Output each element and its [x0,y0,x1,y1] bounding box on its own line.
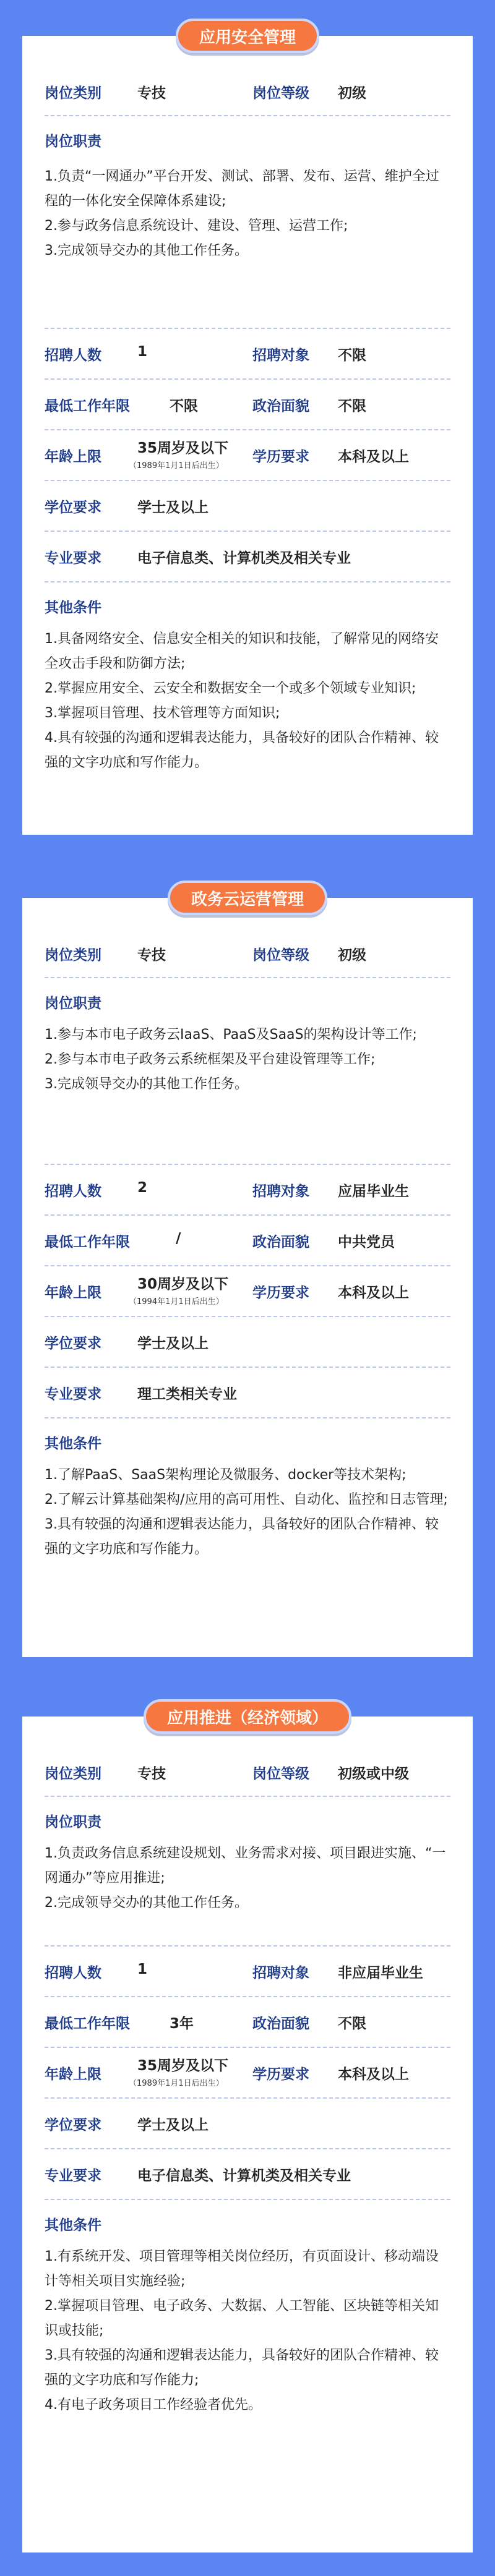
age-note: （1989年1月1日后出生） [129,2079,224,2088]
political-value: 不限 [338,398,366,414]
level-label: 岗位等级 [252,947,309,963]
age-note: （1994年1月1日后出生） [129,1297,224,1307]
category-row [45,930,450,978]
education-value: 本科及以上 [338,1285,409,1301]
experience-label: 最低工作年限 [45,2016,130,2032]
experience-row [45,380,450,430]
experience-value: / [176,1230,181,1247]
other-list [45,627,450,775]
duty-item: 1.负责政务信息系统建设规划、业务需求对接、项目跟进实施、“一网通办”等应用推进; [45,1846,446,1886]
category-value: 专技 [137,85,166,101]
other-item: 4.具有较强的沟通和逻辑表达能力，具备较好的团队合作精神、较强的文字功底和写作能力。 [45,730,439,770]
duty-item: 2.参与政务信息系统设计、建设、管理、运营工作; [45,218,348,234]
other-item: 2.掌握应用安全、云安全和数据安全一个或多个领域专业知识; [45,681,416,696]
age-row [45,430,450,481]
age-value: 35周岁及以下 [137,2058,229,2074]
degree-value: 学士及以上 [137,1336,209,1352]
category-label: 岗位类别 [45,85,101,101]
other-block [45,2200,450,2522]
political-label: 政治面貌 [252,1234,309,1250]
age-row [45,2048,450,2099]
headcount-row [45,1165,450,1216]
experience-label: 最低工作年限 [45,1234,130,1250]
major-label: 专业要求 [45,1386,101,1402]
other-item: 2.了解云计算基础架构/应用的高可用性、自动化、监控和日志管理; [45,1492,448,1508]
duties-label: 岗位职责 [45,134,101,150]
category-label: 岗位类别 [45,1766,101,1782]
experience-value: 不限 [170,398,198,414]
age-label: 年龄上限 [45,1285,101,1301]
other-item: 1.有系统开发、项目管理等相关岗位经历，有页面设计、移动端设计等相关项目实施经验; [45,2249,439,2289]
duties-label: 岗位职责 [45,996,101,1012]
education-label: 学历要求 [252,449,309,465]
experience-label: 最低工作年限 [45,398,130,414]
job-title-badge: 应用安全管理 [176,19,319,53]
category-row [45,68,450,116]
political-value: 不限 [338,2016,366,2032]
other-list [45,2245,450,2418]
education-value: 本科及以上 [338,2066,409,2083]
other-list [45,1463,450,1562]
degree-value: 学士及以上 [137,2117,209,2133]
age-label: 年龄上限 [45,2066,101,2083]
headcount-value: 1 [137,1961,148,1977]
duties-block [45,978,450,1165]
category-label: 岗位类别 [45,947,101,963]
age-note: （1989年1月1日后出生） [129,461,224,471]
level-label: 岗位等级 [252,85,309,101]
education-label: 学历要求 [252,2066,309,2083]
duties-block [45,116,450,329]
political-label: 政治面貌 [252,2016,309,2032]
education-label: 学历要求 [252,1285,309,1301]
job-title-badge: 应用推进（经济领域） [144,1699,351,1734]
experience-row [45,1997,450,2048]
headcount-row [45,1947,450,1997]
major-label: 专业要求 [45,2168,101,2184]
level-value: 初级 [338,85,366,101]
headcount-label: 招聘人数 [45,1184,101,1200]
degree-row [45,1317,450,1368]
duty-item: 2.参与本市电子政务云系统框架及平台建设管理等工作; [45,1052,376,1067]
job-title-badge: 政务云运营管理 [168,881,327,915]
degree-value: 学士及以上 [137,500,209,516]
target-label: 招聘对象 [252,348,309,364]
political-label: 政治面貌 [252,398,309,414]
other-item: 3.具有较强的沟通和逻辑表达能力，具备较好的团队合作精神、较强的文字功底和写作能力; [45,2348,439,2388]
category-row [45,1749,450,1797]
duties-list [45,1841,450,1916]
job-card-2 [22,890,473,1657]
experience-value: 3年 [170,2016,194,2032]
target-value: 非应届毕业生 [338,1965,423,1981]
other-item: 1.具备网络安全、信息安全相关的知识和技能，了解常见的网络安全攻击手段和防御方法; [45,631,439,672]
other-block [45,582,450,817]
major-row [45,2149,450,2200]
degree-row [45,2099,450,2149]
major-row [45,1368,450,1418]
age-value: 35周岁及以下 [137,440,229,456]
other-item: 1.了解PaaS、SaaS架构理论及微服务、docker等技术架构; [45,1467,407,1483]
level-value: 初级或中级 [338,1766,409,1782]
duty-item: 3.完成领导交办的其他工作任务。 [45,1077,248,1092]
other-label: 其他条件 [45,1436,101,1452]
age-value: 30周岁及以下 [137,1276,229,1292]
job-card-1 [22,28,473,835]
major-value: 理工类相关专业 [137,1386,237,1402]
age-row [45,1266,450,1317]
duties-label: 岗位职责 [45,1814,101,1830]
duty-item: 3.完成领导交办的其他工作任务。 [45,243,248,258]
political-value: 中共党员 [338,1234,395,1250]
target-label: 招聘对象 [252,1965,309,1981]
level-label: 岗位等级 [252,1766,309,1782]
duty-item: 2.完成领导交办的其他工作任务。 [45,1895,248,1911]
headcount-row [45,329,450,380]
age-label: 年龄上限 [45,449,101,465]
experience-row [45,1216,450,1266]
degree-row [45,481,450,532]
target-value: 应届毕业生 [338,1184,409,1200]
major-value: 电子信息类、计算机类及相关专业 [137,550,351,566]
level-value: 初级 [338,947,366,963]
other-block [45,1418,450,1641]
headcount-label: 招聘人数 [45,348,101,364]
duties-list [45,164,450,263]
degree-label: 学位要求 [45,1336,101,1352]
other-item: 3.具有较强的沟通和逻辑表达能力，具备较好的团队合作精神、较强的文字功底和写作能力。 [45,1517,439,1557]
duties-block [45,1797,450,1947]
headcount-value: 2 [137,1180,148,1196]
other-item: 2.掌握项目管理、电子政务、大数据、人工智能、区块链等相关知识或技能; [45,2298,439,2339]
category-value: 专技 [137,947,166,963]
target-value: 不限 [338,348,366,364]
other-label: 其他条件 [45,2217,101,2233]
other-item: 4.有电子政务项目工作经验者优先。 [45,2397,262,2413]
target-label: 招聘对象 [252,1184,309,1200]
other-item: 3.掌握项目管理、技术管理等方面知识; [45,706,280,721]
education-value: 本科及以上 [338,449,409,465]
other-label: 其他条件 [45,600,101,616]
duties-list [45,1023,450,1097]
job-card-3 [22,1708,473,2553]
degree-label: 学位要求 [45,2117,101,2133]
headcount-value: 1 [137,344,148,360]
major-value: 电子信息类、计算机类及相关专业 [137,2168,351,2184]
category-value: 专技 [137,1766,166,1782]
major-row [45,532,450,582]
degree-label: 学位要求 [45,500,101,516]
headcount-label: 招聘人数 [45,1965,101,1981]
duty-item: 1.参与本市电子政务云IaaS、PaaS及SaaS的架构设计等工作; [45,1027,417,1043]
major-label: 专业要求 [45,550,101,566]
duty-item: 1.负责“一网通办”平台开发、测试、部署、发布、运营、维护全过程的一体化安全保障体系建设; [45,169,439,209]
